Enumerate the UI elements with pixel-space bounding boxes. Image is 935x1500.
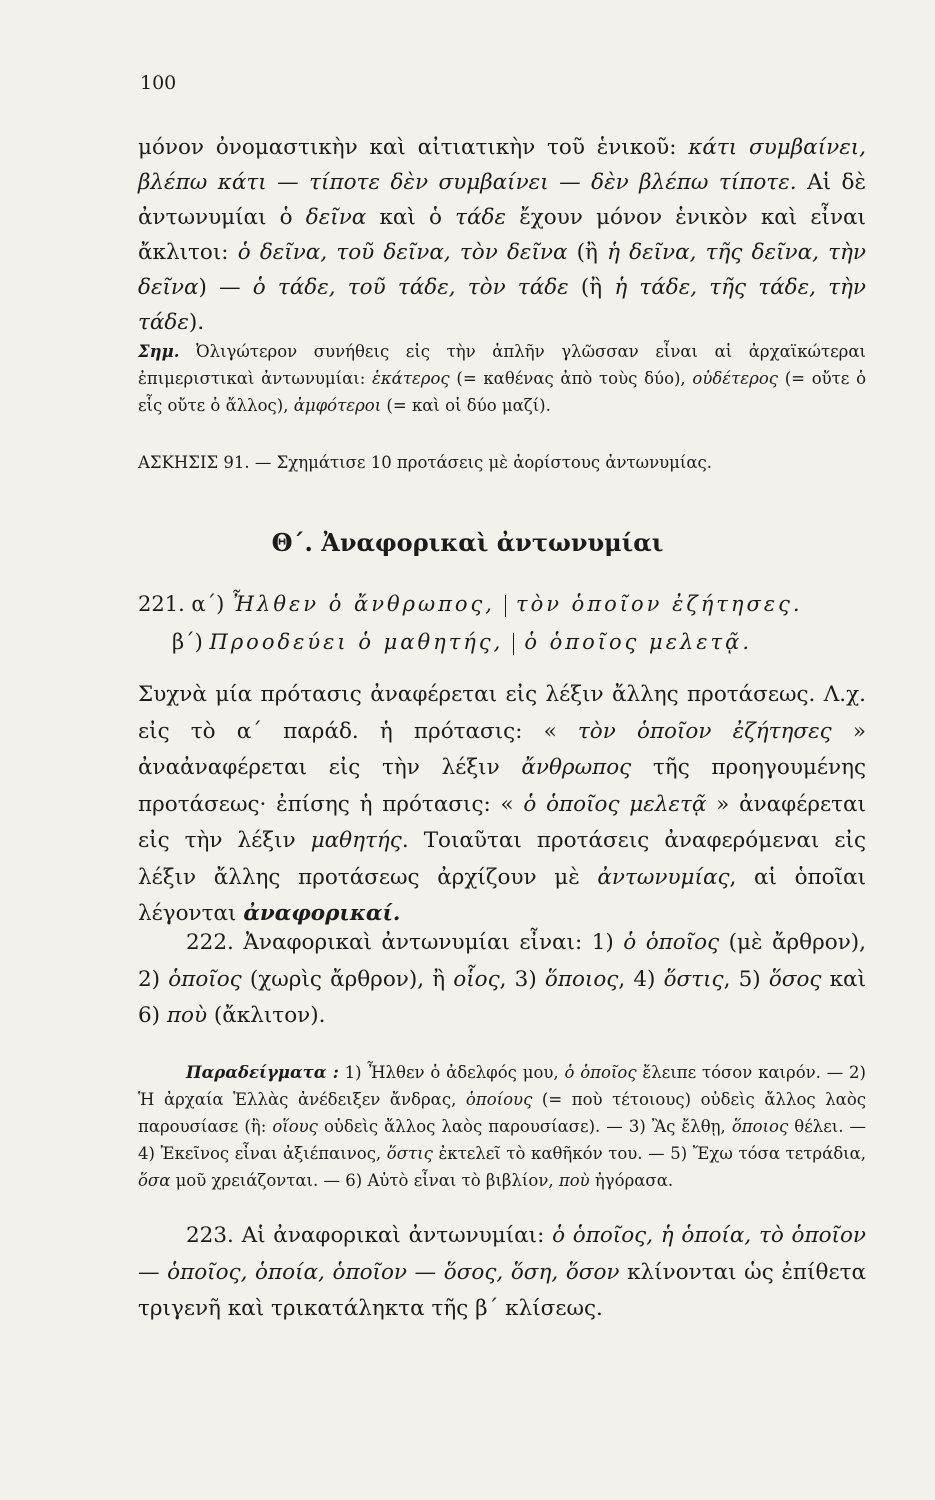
text-segment: ὅποιος bbox=[731, 1117, 789, 1136]
text-segment: Ὀλιγώτερον συνήθεις εἰς τὴν ἁπλῆν γλῶσσαν εἶναι αἱ ἀρχαϊκώτεραι ἐπιμεριστικαὶ ἀντωνυμίαι: bbox=[138, 342, 866, 388]
exercise-91: ΑΣΚΗΣΙΣ 91. — Σχημάτισε 10 προτάσεις μὲ ἀορίστους ἀντωνυμίας. bbox=[138, 453, 712, 472]
section-222 bbox=[138, 925, 866, 1035]
paragraph-text bbox=[138, 1218, 866, 1328]
text-segment: (ἄκλιτον). bbox=[207, 1003, 326, 1028]
text-segment: ἡ δεῖνα, τῆς δεῖνα, τὴν δεῖνα bbox=[138, 240, 866, 300]
text-segment: ἡ τάδε, τῆς τάδε, τὴν τάδε bbox=[138, 275, 867, 335]
text-segment: μόνον ὀνομαστικὴν καὶ αἰτιατικὴν τοῦ ἑνικοῦ: bbox=[138, 135, 689, 160]
paragraph-text bbox=[138, 130, 866, 340]
example-relative-clause: ὁ ὁποῖος μελετᾷ. bbox=[524, 630, 753, 654]
text-segment: , αἱ ὁποῖαι λέγονται bbox=[138, 864, 866, 926]
text-segment: , 4) bbox=[618, 966, 664, 992]
text-segment: τῆς προηγουμένης προτάσεως· ἐπίσης ἡ πρότασις: « bbox=[138, 755, 866, 817]
example-main-clause: Ἦλθεν ὁ ἄνθρωπος, bbox=[230, 592, 495, 616]
text-segment: 223. Αἱ ἀναφορικαὶ ἀντωνυμίαι: bbox=[186, 1223, 553, 1248]
example-prefix: β΄) bbox=[172, 630, 210, 654]
text-segment: ὁ δεῖνα, τοῦ δεῖνα, τὸν δεῖνα bbox=[237, 240, 568, 265]
text-segment: μαθητής bbox=[310, 828, 402, 853]
text-segment: ποὺ bbox=[558, 1171, 590, 1190]
text-segment: μοῦ χρειάζονται. — 6) Αὐτὸ εἶναι τὸ βιβλίον, bbox=[170, 1171, 559, 1190]
text-segment: Παραδείγματα : bbox=[186, 1063, 339, 1082]
text-segment: τάδε bbox=[455, 205, 507, 230]
text-segment: ὁποίους bbox=[465, 1090, 533, 1109]
paragraph-relative-explanation bbox=[138, 677, 866, 933]
text-segment: καὶ 6) bbox=[138, 966, 866, 1028]
text-segment: ). bbox=[188, 310, 205, 335]
text-segment: ὅσα bbox=[138, 1171, 171, 1190]
text-segment: ὁ τάδε, τοῦ τάδε, τὸν τάδε bbox=[252, 275, 569, 300]
text-segment: ὅστις bbox=[386, 1144, 433, 1163]
text-segment: 1) Ἦλθεν ὁ ἀδελφός μου, bbox=[338, 1063, 565, 1082]
text-segment: ὁποῖος bbox=[168, 966, 242, 992]
text-segment: ὅσος bbox=[768, 966, 822, 992]
text-segment: , 3) bbox=[499, 966, 545, 992]
text-segment: ἀμφότεροι bbox=[293, 396, 382, 415]
example-row-2 bbox=[138, 623, 866, 661]
example-prefix: 221. α΄) bbox=[138, 592, 231, 616]
text-segment: ἔχουν μόνον ἑνικὸν καὶ εἶναι ἄκλιτοι: bbox=[138, 205, 866, 265]
text-segment: ὅστις bbox=[663, 966, 724, 992]
text-segment: ὁ ὁποῖος, ἡ ὁποία, τὸ ὁποῖον — ὁποῖος, ὁποία, ὁποῖον — ὅσος, ὅση, ὅσον bbox=[138, 1223, 866, 1285]
text-segment: , 5) bbox=[723, 966, 769, 992]
text-segment: Αἱ δὲ ἀντωνυμίαι ὁ bbox=[138, 170, 866, 230]
examples-221 bbox=[138, 585, 866, 661]
text-segment: ἐκτελεῖ τὸ καθῆκόν του. — 5) Ἔχω τόσα τετράδια, bbox=[432, 1144, 867, 1163]
text-segment: τὸν ὁποῖον ἐζήτησες bbox=[577, 718, 832, 744]
text-segment: Συχνὰ μία πρότασις ἀναφέρεται εἰς λέξιν ἄλλης προτάσεως. Λ.χ. εἰς τὸ α΄ παράδ. ἡ πρότασις: « bbox=[138, 682, 866, 744]
text-segment: ὁ ὁποῖος bbox=[623, 930, 720, 955]
text-segment: ποὺ bbox=[166, 1003, 208, 1028]
example-main-clause: Προοδεύει ὁ μαθητής, bbox=[209, 630, 504, 654]
paragraph-text bbox=[138, 925, 866, 1035]
page-number: 100 bbox=[140, 72, 177, 94]
text-segment: (μὲ ἄρθρον), 2) bbox=[138, 930, 867, 992]
text-segment: 222. Ἀναφορικαὶ ἀντωνυμίαι εἶναι: 1) bbox=[186, 930, 624, 955]
text-segment: . Τοιαῦται προτάσεις ἀναφερόμεναι εἰς λέξιν ἄλλης προτάσεως ἀρχίζουν μὲ bbox=[138, 828, 866, 890]
text-segment: ἀναφορικαί. bbox=[243, 901, 401, 926]
text-segment: καὶ ὁ bbox=[366, 205, 456, 230]
text-segment: οὐδεὶς ἄλλος λαὸς παρουσίασε). — 3) Ἂς ἔλθῃ, bbox=[317, 1117, 732, 1136]
section-223 bbox=[138, 1218, 866, 1328]
text-segment: ) — bbox=[198, 275, 253, 300]
text-segment: (ἢ bbox=[567, 240, 608, 265]
text-segment: (ἢ bbox=[568, 275, 615, 300]
note-text bbox=[138, 338, 866, 419]
text-segment: οὐδέτερος bbox=[692, 369, 779, 388]
text-segment: ἠγόρασα. bbox=[589, 1171, 674, 1190]
text-segment: δεῖνα bbox=[305, 205, 367, 230]
section-title: Θ΄. Ἀναφορικαὶ ἀντωνυμίαι bbox=[271, 528, 664, 557]
text-segment: (= καὶ οἱ δύο μαζί). bbox=[381, 396, 551, 415]
text-segment: (= καθένας ἀπὸ τοὺς δύο), bbox=[449, 369, 693, 388]
text-segment: ἑκάτερος bbox=[372, 369, 450, 388]
text-segment: (= οὔτε ὁ εἷς οὔτε ὁ ἄλλος), bbox=[138, 369, 866, 415]
text-segment: ἄνθρωπος bbox=[521, 755, 632, 780]
text-segment: » ἀναφέρεται εἰς τὴν λέξιν bbox=[138, 791, 866, 853]
text-segment: ἔλειπε τόσον καιρόν. — 2) Ἡ ἀρχαία Ἑλλὰς ἀνέδειξεν ἄνδρας, bbox=[138, 1063, 866, 1109]
text-segment: (= ποὺ τέτοιους) οὐδεὶς ἄλλος λαὸς παρουσίασε (ἢ: bbox=[138, 1090, 866, 1136]
example-row-1 bbox=[138, 585, 866, 623]
text-segment: ὁ ὁποῖος bbox=[564, 1063, 637, 1082]
text-segment: ἀντωνυμίας bbox=[597, 864, 730, 890]
text-segment: κάτι συμβαίνει, βλέπω κάτι — τίποτε δὲν συμβαίνει — δὲν βλέπω τίποτε. bbox=[138, 135, 866, 195]
paragraph-pronouns-intro bbox=[138, 130, 866, 340]
paragraph-text bbox=[138, 1059, 866, 1194]
example-relative-clause: τὸν ὁποῖον ἐζήτησες. bbox=[515, 592, 803, 616]
clause-separator bbox=[505, 595, 506, 617]
text-segment: κλίνονται ὡς ἐπίθετα τριγενῆ καὶ τρικατάληκτα τῆς β΄ κλίσεως. bbox=[138, 1259, 866, 1321]
text-segment: Σημ. bbox=[138, 342, 180, 361]
text-segment: (χωρὶς ἄρθρον), ἢ bbox=[241, 966, 454, 992]
text-segment: ὁ ὁποῖος μελετᾷ bbox=[523, 791, 707, 817]
examples-paragraph bbox=[138, 1059, 866, 1194]
text-segment: ὅποιος bbox=[544, 966, 619, 992]
paragraph-text bbox=[138, 677, 866, 933]
text-segment: οἵους bbox=[272, 1117, 318, 1136]
clause-separator bbox=[513, 633, 514, 655]
text-segment: οἷος bbox=[453, 966, 500, 992]
note-distributive-pronouns bbox=[138, 338, 866, 419]
text-segment: » ἀναἀναφέρεται εἰς τὴν λέξιν bbox=[138, 718, 866, 780]
text-segment: θέλει. — 4) Ἐκεῖνος εἶναι ἀξιέπαινος, bbox=[138, 1117, 866, 1163]
